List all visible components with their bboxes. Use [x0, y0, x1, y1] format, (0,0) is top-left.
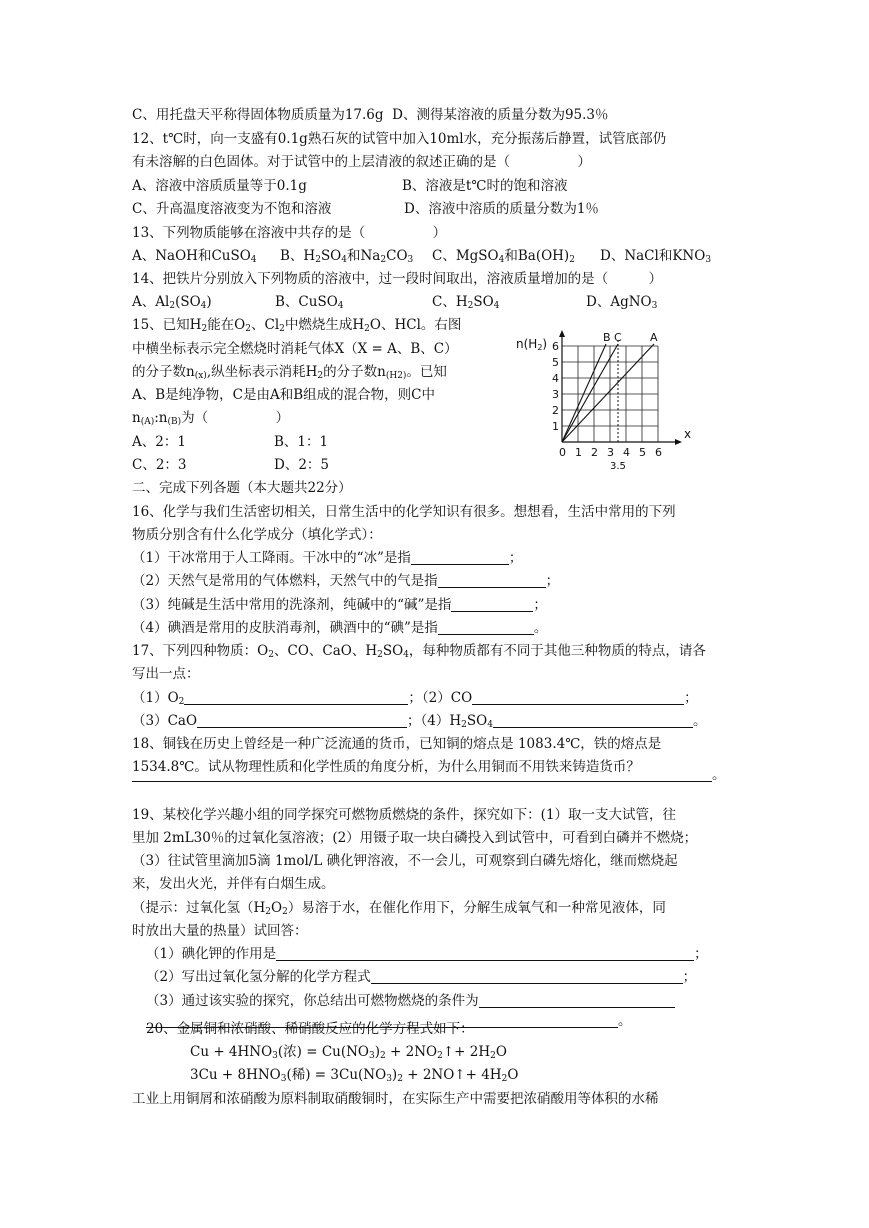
answer-blank[interactable]: [479, 993, 675, 1008]
q17-parts-12: $(1)O_2$ ；（2）CO ；: [132, 690, 698, 707]
q15-stem-line3: 的分子数$n_{(x)}$,纵坐标表示消耗$H_2$的分子数$n_{(H2)}$。已知: [132, 364, 447, 381]
q12-option-d: D、溶液中溶质的质量分数为1％: [404, 201, 599, 217]
q14-option-d: D、AgNO$_3$: [586, 294, 658, 311]
answer-blank[interactable]: [276, 946, 694, 961]
q19-stem-line1: 19、某校化学兴趣小组的同学探究可燃物质燃烧的条件，探究如下：(1）取一支大试管，往: [132, 807, 677, 823]
svg-text:1: 1: [575, 446, 582, 459]
svg-text:5: 5: [552, 356, 559, 369]
answer-blank[interactable]: [472, 690, 684, 705]
graph-line-c: [562, 344, 618, 442]
q18-stem-line2: 1534.8℃。试从物理性质和化学性质的角度分析，为什么用铜而不用铁来铸造货币？: [132, 759, 640, 775]
q12-stem-line1: 12、t℃时，向一支盛有0.1g熟石灰的试管中加入10ml水，充分振荡后静置，试管底部仍: [132, 131, 667, 147]
q15-option-b: B、1：1: [274, 434, 329, 450]
svg-text:3: 3: [552, 388, 559, 401]
q15-option-d: D、2：5: [274, 457, 330, 473]
svg-text:6: 6: [655, 446, 662, 459]
q13-option-c: C、MgSO$_4$和$Ba(OH)_2$: [432, 248, 575, 265]
q11-option-c: C、用托盘天平称得固体物质质量为17.6g: [132, 107, 384, 123]
q18-answer-line: 。: [132, 766, 726, 784]
q12-option-a: A、溶液中溶质质量等于0.1g: [132, 178, 307, 194]
q19-hint-line1: （提示：过氧化氢$(H_2O_2)$易溶于水，在催化作用下，分解生成氧气和一种常见液体，同: [132, 900, 666, 917]
svg-text:6: 6: [552, 340, 559, 353]
q19-stem-line2: 里加 2mL30％的过氧化氢溶液；(2）用镊子取一块白磷投入到试管中，可看到白磷并不燃烧；: [132, 830, 698, 846]
graph-y-ticks: [552, 340, 559, 433]
q15-options-cd: [132, 456, 329, 474]
graph-x-tick-3-5: 3.5: [610, 461, 626, 472]
graph-label-b: B: [603, 331, 611, 344]
graph-y-label: n(H2): [516, 337, 548, 352]
q13-option-d: D、NaCl和$KNO_3$: [600, 248, 712, 265]
q19-hint-line2: 时放出大量的热量）试回答：: [132, 923, 308, 939]
q17-parts-34: （3）CaO ；$(4)H_2SO_4$ 。: [132, 713, 707, 730]
q15-option-a: A、2：1: [132, 434, 186, 450]
q14-stem: 14、把铁片分别放入下列物质的溶液中，过一段时间取出，溶液质量增加的是（ ）: [132, 271, 663, 287]
q19-sub2: （2）写出过氧化氢分解的化学方程式 ；: [146, 969, 697, 985]
answer-blank[interactable]: [371, 969, 683, 984]
q15-options-ab: [132, 433, 328, 451]
q20-stem-line4: 工业上用铜屑和浓硝酸为原料制取硝酸铜时，在实际生产中需要把浓硝酸用等体积的水稀: [132, 1091, 659, 1107]
q16-sub2: （2）天然气是常用的气体燃料，天然气中的气是指 ；: [132, 573, 560, 589]
q18-stem-line1: 18、铜钱在历史上曾经是一种广泛流通的货币，已知铜的熔点是 1083.4℃，铁的熔点是: [132, 736, 662, 752]
answer-blank[interactable]: [132, 767, 712, 782]
answer-blank[interactable]: [438, 620, 534, 635]
graph-axes: [559, 330, 682, 445]
svg-text:3: 3: [607, 446, 614, 459]
q19-stem-line3: （3）往试管里滴加5滴 1mol/L 碘化钾溶液，不一会儿，可观察到白磷先熔化，继而燃烧起: [132, 853, 678, 869]
svg-text:5: 5: [639, 446, 646, 459]
answer-blank[interactable]: [184, 690, 408, 705]
q17-stem-line1: 17、下列四种物质：$O_2$、CO、CaO、$H_2SO_4$，每种物质都有不同于其他三种物质的特点，请各: [132, 643, 706, 660]
svg-text:2: 2: [552, 404, 559, 417]
svg-text:4: 4: [623, 446, 630, 459]
graph-x-ticks: [559, 446, 662, 459]
q12-options-ab: [132, 177, 567, 195]
q19-sub1: （1）碘化钾的作用是 ；: [146, 946, 708, 962]
answer-blank[interactable]: [197, 713, 407, 728]
section2-heading: 二、完成下列各题（本大题共22分）: [132, 480, 352, 496]
q16-sub3: （3）纯碱是生活中常用的洗涤剂，纯碱中的“碱”是指 ；: [132, 597, 547, 613]
q15-stem-line5: $n_{(A)}:n_{(B)}$为（ ）: [132, 410, 290, 427]
q13-stem: 13、下列物质能够在溶液中共存的是（ ）: [132, 225, 447, 241]
graph-grid: [562, 346, 658, 442]
q11-options: [132, 106, 609, 124]
q12-option-b: B、溶液是t℃时的饱和溶液: [402, 178, 568, 194]
graph-x-label: x: [684, 427, 692, 441]
q12-stem-line2: 有未溶解的白色固体。对于试管中的上层清液的叙述正确的是（ ）: [132, 154, 591, 170]
q15-stem-line1: 15、已知$H_2$能在$O_2$、$Cl_2$中燃烧生成$H_2O$、HCl。右图: [132, 317, 462, 334]
q12-options-cd: [132, 200, 599, 218]
graph-label-a: A: [650, 331, 658, 344]
q16-sub4: （4）碘酒是常用的皮肤消毒剂，碘酒中的“碘”是指 。: [132, 620, 548, 636]
q14-option-a: A、$Al_2(SO_4)$: [132, 294, 212, 311]
graph-line-a: [562, 344, 654, 442]
q14-options: [132, 293, 657, 311]
graph-label-c: C: [614, 331, 622, 344]
svg-text:0: 0: [559, 446, 566, 459]
graph-line-b: [562, 344, 606, 442]
q13-option-a: A、NaOH和CuSO$_4$: [132, 248, 257, 265]
q12-option-c: C、升高温度溶液变为不饱和溶液: [132, 201, 332, 217]
q11-option-d: D、测得某溶液的质量分数为95.3％: [392, 107, 609, 123]
q14-option-b: B、CuSO$_4$: [275, 294, 344, 311]
q20-equation1: $Cu + 4HNO_3$(浓) = $Cu(NO_3)_2$ + $2NO_2↑+ 2H_2O$: [190, 1044, 507, 1061]
q17-stem-line2: 写出一点：: [132, 666, 200, 682]
q15-stem-line2: 中横坐标表示完全燃烧时消耗气体X（X = A、B、C）: [132, 341, 458, 357]
answer-blank[interactable]: [438, 573, 546, 588]
q14-option-c: C、$H_2SO_4$: [432, 294, 500, 311]
answer-blank[interactable]: [411, 550, 509, 565]
q20-stem-line1: 20、金属铜和浓硝酸、稀硝酸反应的化学方程式如下：: [146, 1021, 474, 1037]
q16-stem-line1: 16、化学与我们生活密切相关，日常生活中的化学知识有很多。想想看，生活中常用的下列: [132, 504, 676, 520]
q15-option-c: C、2：3: [132, 457, 187, 473]
q16-sub1: （1）干冰常用于人工降雨。干冰中的“冰”是指 ；: [132, 550, 523, 566]
q20-equation2: $3Cu + 8HNO_3$(稀) = $3Cu(NO_3)_2$ + 2NO↑+ $4H_2O$: [190, 1067, 519, 1084]
q16-stem-line2: 物质分别含有什么化学成分（填化学式）：: [132, 527, 382, 543]
svg-text:2: 2: [591, 446, 598, 459]
answer-blank[interactable]: [493, 713, 693, 728]
q19-stem-line4: 来，发出火光，并伴有白烟生成。: [132, 876, 335, 892]
svg-text:4: 4: [552, 372, 559, 385]
answer-blank[interactable]: [451, 597, 533, 612]
q13-option-b: B、$H_2SO_4$和$Na_2CO_3$: [280, 248, 414, 265]
q15-graph: [514, 326, 704, 476]
q15-stem-line4: A、B是纯净物，C是由A和B组成的混合物，则C中: [132, 387, 435, 403]
q19-sub3: （3）通过该实验的探究，你总结出可燃物燃烧的条件为: [146, 992, 675, 1010]
svg-text:1: 1: [552, 420, 559, 433]
q19-sub3-continued: 。: [146, 1012, 632, 1030]
q13-options: [132, 247, 711, 265]
